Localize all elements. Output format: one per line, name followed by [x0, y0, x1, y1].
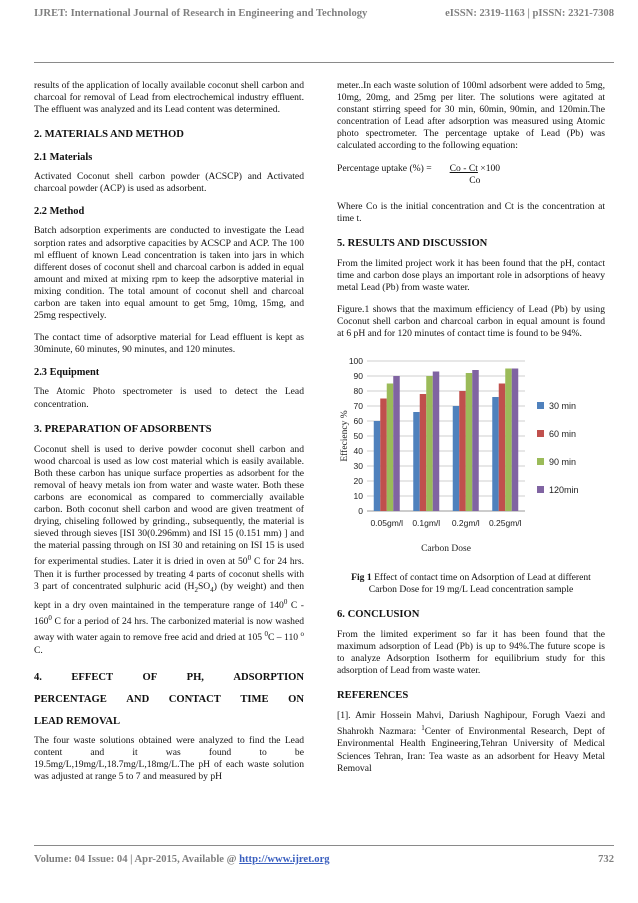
section-2-3-title: 2.3 Equipment: [34, 367, 100, 379]
legend-label: 30 min: [549, 400, 577, 411]
legend-label: 60 min: [549, 428, 577, 439]
bar: [374, 421, 381, 511]
journal-name: IJRET: International Journal of Research in Engineering and Technology: [34, 8, 368, 19]
legend-label: 90 min: [549, 456, 577, 467]
bar: [420, 394, 427, 511]
materials-paragraph: Activated Coconut shell carbon powder (ACSCP) and Activated charcoal powder (ACP) is used as adsorbent.: [34, 171, 304, 195]
section-5-title: 5. RESULTS AND DISCUSSION: [337, 237, 488, 249]
equipment-paragraph: The Atomic Photo spectrometer is used to detect the Lead concentration.: [34, 386, 304, 410]
legend-label: 120min: [549, 484, 579, 495]
contact-time-paragraph: The contact time of adsorptive material for Lead effluent is kept as 30minute, 60 minutes, 90 minutes, and 120 minutes.: [34, 332, 304, 356]
effect-ph-paragraph: The four waste solutions obtained were analyzed to find the Lead content and it was found to be 19.5mg/L,19mg/L,18.7mg/L,18mg/L.The pH of each waste solution was adjusted at range 5 to 7 and measured by pH: [34, 734, 304, 783]
journal-link[interactable]: http://www.ijret.org: [239, 854, 330, 865]
bar: [492, 397, 499, 511]
formula-definition: Where Co is the initial concentration and Ct is the concentration at time t.: [337, 200, 605, 224]
legend-swatch: [537, 430, 544, 437]
conclusion-paragraph: From the limited experiment so far it has been found that the maximum adsorption of Lead (Pb) is up to 94%.The future scope is to analyze Adsorption Isotherm for equilibrium study for this adsorption of Lead from waste water.: [337, 628, 605, 676]
bar: [426, 376, 433, 511]
left-column: [34, 80, 304, 793]
y-tick-label: 70: [353, 400, 363, 411]
bar: [499, 383, 506, 511]
reference-1: [1]. Amir Hossein Mahvi, Dariush Naghipour, Forugh Vaezi and Shahrokh Nazmara: $^1$Center of Environmental Research, Dept of Environmental Health Engineering,Tehran University of Medical Sciences Tehran, Iran: Tea waste as an adsorbent for Heavy Metal Removal: [337, 710, 605, 774]
bar: [433, 371, 440, 511]
legend-swatch: [537, 486, 544, 493]
bar: [393, 376, 400, 511]
header-rule: [34, 62, 614, 63]
y-tick-label: 50: [353, 430, 363, 441]
y-tick-label: 90: [353, 370, 363, 381]
legend-swatch: [537, 402, 544, 409]
section-2-2-title: 2.2 Method: [34, 206, 85, 218]
figure-caption: Fig 1 Effect of contact time on Adsorption of Lead at different Carbon Dose for 19 mg/L Lead concentration sample: [351, 571, 591, 595]
bar: [472, 370, 479, 511]
bar: [505, 368, 512, 511]
y-tick-label: 20: [353, 475, 363, 486]
running-header: [34, 8, 614, 19]
references-title: REFERENCES: [337, 690, 409, 702]
intro-paragraph: results of the application of locally available coconut shell carbon and charcoal for removal of Lead from electrochemical industry effluent. The effluent was analyzed and its Lead content was determined.: [34, 80, 304, 116]
bar: [413, 412, 420, 511]
figure-1-chart: [337, 351, 605, 566]
x-axis-title: Carbon Dose: [421, 543, 471, 554]
bar-chart: [337, 351, 605, 566]
section-2-1-title: 2.1 Materials: [34, 152, 93, 164]
right-column: [337, 80, 605, 785]
y-axis-title: Effeciency %: [340, 409, 350, 462]
section-3-title: 3. PREPARATION OF ADSORBENTS: [34, 423, 212, 435]
procedure-paragraph: meter..In each waste solution of 100ml adsorbent were added to 5mg, 10mg, 20mg, and 25mg per liter. The solutions were agitated at constant stirring speed for 30 min, 60min, 90min, and 120min.The concentration of Lead after adsorption was measured using Atomic photo spectrometer. The percentage uptake of Lead (Pb) was calculated according to the following equation:: [337, 80, 605, 152]
bar: [380, 398, 387, 511]
y-tick-label: 100: [348, 355, 363, 366]
uptake-formula: Percentage uptake (%) = Co - Ct ×100 Co: [337, 162, 501, 186]
y-tick-label: 0: [358, 505, 363, 516]
bar: [459, 391, 466, 511]
results-paragraph: From the limited project work it has been found that the pH, contact time and carbon dose plays an important role in adsorptions of heavy metal Lead (Pb) from waste water.: [337, 257, 605, 294]
y-tick-label: 30: [353, 460, 363, 471]
method-paragraph: Batch adsorption experiments are conducted to investigate the Lead sorption rates and adsorptive capacities by ACSCP and ACP. The 100 ml effluent of known Lead concentration is taken into jars in which different doses of coconut shell and charcoal carbon is added in equal amount and mixed at mixing rpm to keep the adsorptive material in mixing condition. The total amount of coconut shell and charcoal carbon are taken into equal amount to get 5mg, 10mg, 15mg, and 25mg respectively.: [34, 225, 304, 322]
issn-text: eISSN: 2319-1163 | pISSN: 2321-7308: [445, 8, 614, 19]
x-tick-label: 0.05gm/l: [370, 517, 404, 528]
bar: [453, 406, 460, 511]
section-4-title: 4. EFFECT OF PH, ADSORPTION PERCENTAGE AND CONTACT TIME ON LEAD REMOVAL: [34, 671, 304, 727]
x-tick-label: 0.25gm/l: [488, 517, 522, 528]
legend-swatch: [537, 458, 544, 465]
adsorbents-paragraph: Coconut shell is used to derive powder coconut shell carbon and wood charcoal is used as low cost material which is easily available. Both these carbon has unique surface properties as adsorbent for the removal of heavy metals ion from water and waste water. Both these carbons are economical as compared to commercially available carbon. Both coconut shell carbon and wood are given treatment of drying, chiseling followed by grinding., subsequently, the material is sieved through sieves [ISI 30(0.296mm) and ISI 15 (0.151 mm) ] and the material passing through on ISI 30 and retaining on ISI 15 is used for experimental studies. Later it is dried in oven at $50^0$ C for 24 hrs. Then it is further processed by treating 4 parts of coconut shells with 3 part of concentrated sulphuric acid $(H_2SO_4)$ (by weight) and then kept in a dry oven maintained in the temperature range of $140^0$ C - $160^0$ C for a period of 24 hrs. The carbonized material is now washed away with water again to remove free acid and dried at 105 $^0$C – 110 $^o$ C.: [34, 443, 305, 656]
y-tick-label: 40: [353, 445, 363, 456]
y-tick-label: 60: [353, 415, 363, 426]
y-tick-label: 80: [353, 385, 363, 396]
x-tick-label: 0.1gm/l: [412, 517, 441, 528]
footer-rule: [34, 845, 614, 846]
running-footer: Volume: 04 Issue: 04 | Apr-2015, Available @ http://www.ijret.org 732: [34, 854, 614, 865]
x-tick-label: 0.2gm/l: [451, 517, 480, 528]
section-2-title: 2. MATERIALS AND METHOD: [34, 129, 184, 141]
page-number: 732: [598, 854, 614, 865]
bar: [387, 383, 394, 511]
figure-paragraph: Figure.1 shows that the maximum efficiency of Lead (Pb) by using Coconut shell carbon and charcoal carbon in equal amount is found at 6 pH and for 120 minutes of contact time is found to be 94%.: [337, 304, 605, 340]
bar: [466, 373, 473, 511]
y-tick-label: 10: [353, 490, 363, 501]
bar: [512, 368, 519, 511]
section-6-title: 6. CONCLUSION: [337, 608, 420, 620]
